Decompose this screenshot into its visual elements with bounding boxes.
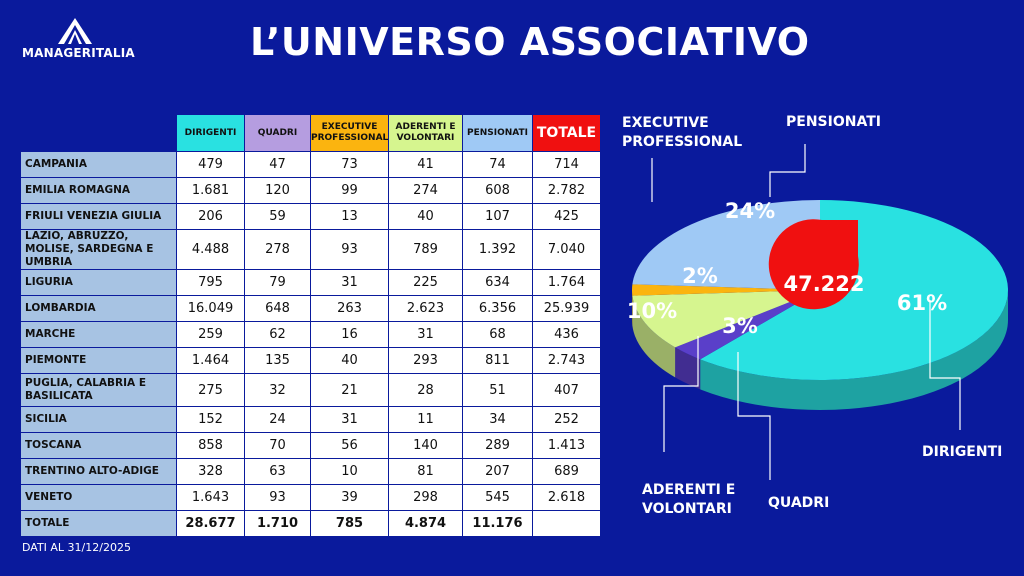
page-title: L’UNIVERSO ASSOCIATIVO [250,20,810,64]
value-cell: 608 [463,178,533,204]
value-cell: 795 [177,270,245,296]
value-cell: 714 [533,152,601,178]
value-cell: 51 [463,374,533,407]
total-cell: 28.677 [177,511,245,537]
value-cell: 68 [463,322,533,348]
total-cell: 785 [311,511,389,537]
value-cell: 152 [177,407,245,433]
value-cell: 1.681 [177,178,245,204]
header-executive: EXECUTIVE PROFESSIONAL [311,115,389,152]
header-dirigenti: DIRIGENTI [177,115,245,152]
table-header-row [21,115,601,152]
mountain-icon [58,18,92,44]
data-date-note: DATI AL 31/12/2025 [22,541,131,554]
value-cell: 99 [311,178,389,204]
table-row [21,178,601,204]
value-cell: 4.488 [177,230,245,270]
region-cell: LIGURIA [21,270,177,296]
label-aderenti: ADERENTI E VOLONTARI [642,482,736,517]
region-cell: EMILIA ROMAGNA [21,178,177,204]
table-row [21,433,601,459]
value-cell: 206 [177,204,245,230]
table-row [21,270,601,296]
pie-percent-label: 3% [722,314,758,338]
brand-name: MANAGERITALIA [22,46,135,60]
table-row [21,459,601,485]
region-cell: PUGLIA, CALABRIA E BASILICATA [21,374,177,407]
value-cell: 207 [463,459,533,485]
value-cell: 24 [245,407,311,433]
region-cell: TOSCANA [21,433,177,459]
value-cell: 289 [463,433,533,459]
value-cell: 140 [389,433,463,459]
value-cell: 811 [463,348,533,374]
header-totale: TOTALE [533,115,601,152]
header-quadri: QUADRI [245,115,311,152]
table-row [21,230,601,270]
value-cell: 479 [177,152,245,178]
table-row [21,407,601,433]
brand-logo [22,18,135,64]
value-cell: 225 [389,270,463,296]
value-cell: 252 [533,407,601,433]
region-cell: PIEMONTE [21,348,177,374]
value-cell: 32 [245,374,311,407]
header-pensionati: PENSIONATI [463,115,533,152]
value-cell: 59 [245,204,311,230]
region-cell: SICILIA [21,407,177,433]
value-cell: 6.356 [463,296,533,322]
table-row [21,296,601,322]
value-cell: 1.464 [177,348,245,374]
region-cell: MARCHE [21,322,177,348]
value-cell: 858 [177,433,245,459]
value-cell: 34 [463,407,533,433]
table-row [21,322,601,348]
value-cell: 648 [245,296,311,322]
value-cell: 73 [311,152,389,178]
value-cell: 120 [245,178,311,204]
value-cell: 31 [311,407,389,433]
value-cell: 425 [533,204,601,230]
value-cell: 2.623 [389,296,463,322]
value-cell: 70 [245,433,311,459]
value-cell: 1.413 [533,433,601,459]
value-cell: 40 [311,348,389,374]
value-cell: 1.392 [463,230,533,270]
region-cell: TRENTINO ALTO-ADIGE [21,459,177,485]
region-cell: LOMBARDIA [21,296,177,322]
members-table [20,114,601,537]
value-cell: 328 [177,459,245,485]
total-label: TOTALE [21,511,177,537]
total-cell: 47.222 [533,511,601,537]
value-cell: 2.743 [533,348,601,374]
table-row [21,374,601,407]
value-cell: 274 [389,178,463,204]
header-blank [21,115,177,152]
value-cell: 93 [311,230,389,270]
leader-line [770,144,805,197]
value-cell: 2.618 [533,485,601,511]
value-cell: 79 [245,270,311,296]
value-cell: 25.939 [533,296,601,322]
region-cell: CAMPANIA [21,152,177,178]
value-cell: 2.782 [533,178,601,204]
value-cell: 63 [245,459,311,485]
label-quadri: QUADRI [768,495,830,511]
value-cell: 11 [389,407,463,433]
total-cell: 1.710 [245,511,311,537]
value-cell: 10 [311,459,389,485]
value-cell: 263 [311,296,389,322]
pie-percent-label: 2% [682,264,718,288]
value-cell: 74 [463,152,533,178]
value-cell: 1.764 [533,270,601,296]
value-cell: 1.643 [177,485,245,511]
value-cell: 407 [533,374,601,407]
value-cell: 107 [463,204,533,230]
value-cell: 16.049 [177,296,245,322]
value-cell: 545 [463,485,533,511]
table-row [21,485,601,511]
value-cell: 31 [389,322,463,348]
value-cell: 278 [245,230,311,270]
total-center-label: 47.222 [783,272,865,296]
total-cell: 11.176 [463,511,533,537]
value-cell: 135 [245,348,311,374]
value-cell: 39 [311,485,389,511]
value-cell: 21 [311,374,389,407]
region-cell: LAZIO, ABRUZZO, MOLISE, SARDEGNA E UMBRIA [21,230,177,270]
label-executive: EXECUTIVE PROFESSIONAL [622,115,743,150]
label-dirigenti: DIRIGENTI [922,444,1003,460]
label-pensionati: PENSIONATI [786,114,881,130]
pie-percent-label: 10% [626,299,678,323]
region-cell: FRIULI VENEZIA GIULIA [21,204,177,230]
table-row [21,348,601,374]
table-row [21,204,601,230]
value-cell: 293 [389,348,463,374]
value-cell: 28 [389,374,463,407]
table-row [21,152,601,178]
value-cell: 789 [389,230,463,270]
value-cell: 436 [533,322,601,348]
value-cell: 634 [463,270,533,296]
value-cell: 47 [245,152,311,178]
value-cell: 31 [311,270,389,296]
total-row [21,511,601,537]
value-cell: 40 [389,204,463,230]
value-cell: 81 [389,459,463,485]
value-cell: 298 [389,485,463,511]
pie-percent-label: 61% [896,291,948,315]
value-cell: 62 [245,322,311,348]
value-cell: 56 [311,433,389,459]
value-cell: 16 [311,322,389,348]
total-cell: 4.874 [389,511,463,537]
value-cell: 13 [311,204,389,230]
value-cell: 689 [533,459,601,485]
region-cell: VENETO [21,485,177,511]
value-cell: 7.040 [533,230,601,270]
pie-percent-label: 24% [724,199,776,223]
value-cell: 93 [245,485,311,511]
header-aderenti: ADERENTI E VOLONTARI [389,115,463,152]
value-cell: 275 [177,374,245,407]
value-cell: 259 [177,322,245,348]
value-cell: 41 [389,152,463,178]
